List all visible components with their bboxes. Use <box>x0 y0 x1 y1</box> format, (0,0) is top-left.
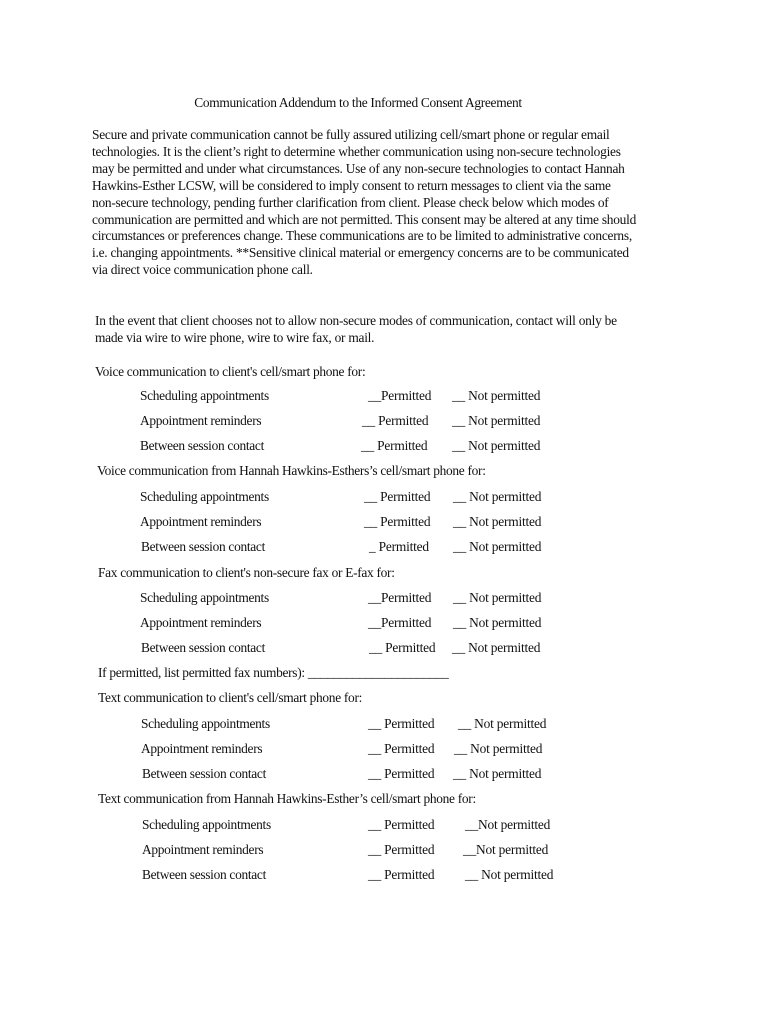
consent-paragraph: Secure and private communication cannot be fully assured utilizing cell/smart phone or regular email technologies. It is the client’s right to determine whether communication using non-secure technologies may be permitted and under what circumstances. Use of any non-secure technologies to contact Hannah Hawkins-Esther LCSW, will be considered to imply consent to return messages to client via the same non-secure technology, pending further clarification from client. Please check below which modes of communication are permitted and which are not permitted. This consent may be altered at any time should circumstances or preferences change. These communications are to be limited to administrative concerns, i.e. changing appointments. **Sensitive clinical material or emergency concerns are to be communicated via direct voice communication phone call. <box>92 127 637 278</box>
permitted-option[interactable]: _ Permitted <box>369 539 429 554</box>
not-permitted-option[interactable]: __ Not permitted <box>458 716 547 731</box>
permitted-option[interactable]: __ Permitted <box>364 489 431 504</box>
section-heading-voice-from-provider: Voice communication from Hannah Hawkins-Esthers’s cell/smart phone for: <box>97 463 486 478</box>
not-permitted-option[interactable]: __ Not permitted <box>465 867 554 882</box>
section-heading-text-from-provider: Text communication from Hannah Hawkins-Esther’s cell/smart phone for: <box>98 791 476 806</box>
table-row <box>0 413 770 431</box>
row-label: Between session contact <box>141 539 265 554</box>
permitted-option[interactable]: __ Permitted <box>368 842 435 857</box>
row-label: Scheduling appointments <box>141 716 270 731</box>
table-row <box>0 842 770 860</box>
row-label: Between session contact <box>141 640 265 655</box>
not-permitted-option[interactable]: __ Not permitted <box>454 741 543 756</box>
not-permitted-option[interactable]: __Not permitted <box>463 842 549 857</box>
permitted-option[interactable]: __Permitted <box>368 590 432 605</box>
permitted-option[interactable]: __ Permitted <box>368 867 435 882</box>
not-permitted-option[interactable]: __ Not permitted <box>452 413 541 428</box>
not-permitted-option[interactable]: __ Not permitted <box>453 615 542 630</box>
row-label: Scheduling appointments <box>142 817 271 832</box>
not-permitted-option[interactable]: __ Not permitted <box>453 766 542 781</box>
table-row <box>0 817 770 835</box>
row-label: Appointment reminders <box>141 741 263 756</box>
permitted-option[interactable]: __ Permitted <box>364 514 431 529</box>
not-permitted-option[interactable]: __ Not permitted <box>453 514 542 529</box>
not-permitted-option[interactable]: __ Not permitted <box>452 438 541 453</box>
table-row <box>0 514 770 532</box>
not-permitted-option[interactable]: __ Not permitted <box>453 590 542 605</box>
table-row <box>0 438 770 456</box>
section-heading-voice-to-client: Voice communication to client's cell/smart phone for: <box>95 364 366 379</box>
permitted-option[interactable]: __ Permitted <box>368 741 435 756</box>
row-label: Appointment reminders <box>142 842 264 857</box>
not-permitted-option[interactable]: __ Not permitted <box>452 388 541 403</box>
row-label: Appointment reminders <box>140 514 262 529</box>
not-permitted-option[interactable]: __ Not permitted <box>452 640 541 655</box>
row-label: Appointment reminders <box>140 413 262 428</box>
not-permitted-option[interactable]: __ Not permitted <box>453 539 542 554</box>
not-permitted-option[interactable]: __ Not permitted <box>453 489 542 504</box>
section-heading-fax-to-client: Fax communication to client's non-secure fax or E-fax for: <box>98 565 395 580</box>
row-label: Scheduling appointments <box>140 590 269 605</box>
permitted-option[interactable]: __ Permitted <box>369 640 436 655</box>
row-label: Between session contact <box>142 867 266 882</box>
row-label: Appointment reminders <box>140 615 262 630</box>
row-label: Scheduling appointments <box>140 489 269 504</box>
not-permitted-option[interactable]: __Not permitted <box>465 817 551 832</box>
table-row <box>0 590 770 608</box>
table-row <box>0 741 770 759</box>
table-row <box>0 640 770 658</box>
permitted-option[interactable]: __ Permitted <box>362 413 429 428</box>
table-row <box>0 388 770 406</box>
permitted-option[interactable]: __Permitted <box>368 615 432 630</box>
permitted-option[interactable]: __ Permitted <box>361 438 428 453</box>
permitted-option[interactable]: __Permitted <box>368 388 432 403</box>
document-title: Communication Addendum to the Informed Consent Agreement <box>194 95 522 110</box>
permitted-option[interactable]: __ Permitted <box>368 716 435 731</box>
permitted-option[interactable]: __ Permitted <box>368 766 435 781</box>
table-row <box>0 766 770 784</box>
row-label: Between session contact <box>140 438 264 453</box>
permitted-option[interactable]: __ Permitted <box>368 817 435 832</box>
table-row <box>0 867 770 885</box>
secure-contact-paragraph: In the event that client chooses not to allow non-secure modes of communication, contact will only be made via wire to wire phone, wire to wire fax, or mail. <box>95 313 617 345</box>
table-row <box>0 539 770 557</box>
fax-numbers-field[interactable]: If permitted, list permitted fax numbers): ______________________ <box>98 665 449 680</box>
table-row <box>0 489 770 507</box>
section-heading-text-to-client: Text communication to client's cell/smart phone for: <box>98 690 363 705</box>
row-label: Between session contact <box>142 766 266 781</box>
table-row <box>0 615 770 633</box>
table-row <box>0 716 770 734</box>
row-label: Scheduling appointments <box>140 388 269 403</box>
